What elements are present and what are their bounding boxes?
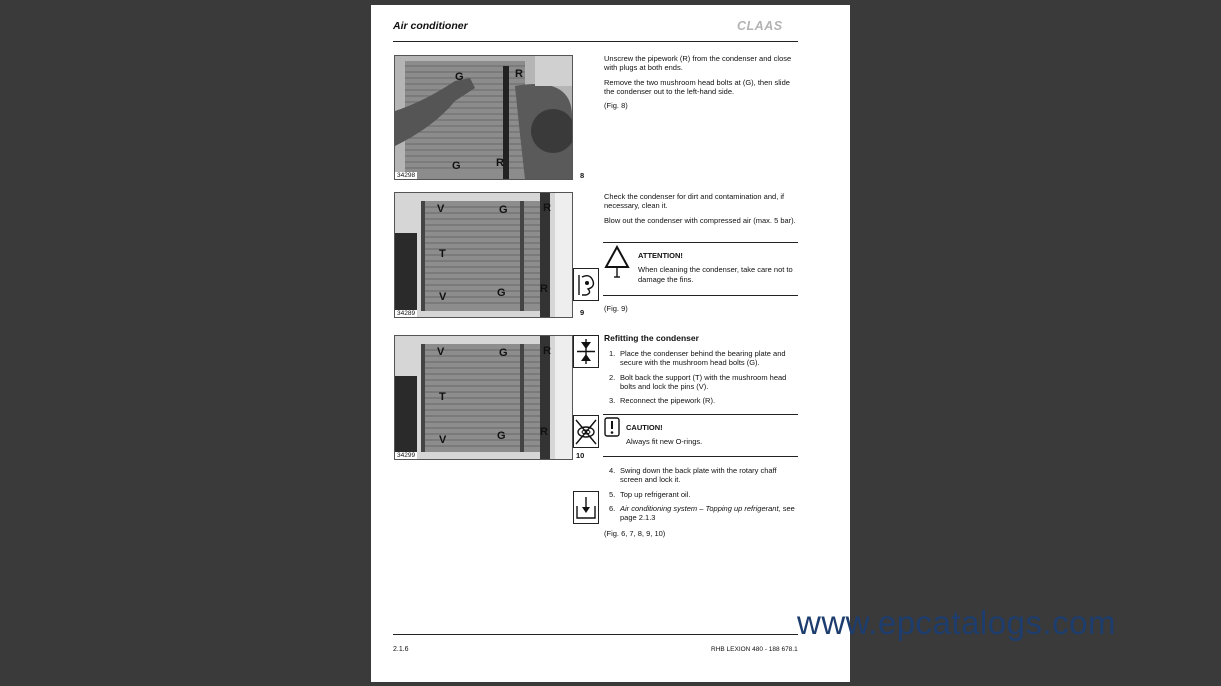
refitting-steps-list-2	[604, 466, 800, 527]
blow-out-text: Blow out the condenser with compressed air (max. 5 bar).	[604, 215, 796, 225]
condenser-photo-image	[395, 56, 572, 179]
step-1: 1. Place the condenser behind the bearing plate and secure with the mushroom head bolts (G).	[609, 349, 786, 368]
remove-pipework-text: Unscrew the pipework (R) from the condenser and close with plugs at both ends.	[604, 54, 792, 73]
refitting-heading: Refitting the condenser	[604, 333, 699, 343]
figure-9-label-g-bottom: G	[497, 287, 506, 299]
figure-10-label-r-bottom: R	[540, 426, 548, 438]
figure-9-label-r-bottom: R	[540, 283, 548, 295]
attention-bottom-rule	[603, 295, 798, 296]
section-clean-text	[604, 192, 799, 230]
figure-9-label-v-bottom: V	[439, 291, 447, 303]
figure-8-label-g-bottom: G	[452, 160, 461, 172]
figure-9-label-t: T	[439, 248, 446, 260]
attention-block	[638, 251, 798, 289]
header-rule	[393, 41, 798, 42]
assembly-icon	[573, 335, 599, 368]
watermark: www.epcatalogs.com	[797, 604, 1116, 641]
figure-9-label-g-top: G	[499, 204, 508, 216]
figure-10-label-v-bottom: V	[439, 434, 447, 446]
refitting-steps-list	[604, 349, 800, 410]
page-number: 2.1.6	[393, 646, 409, 653]
figure-9-label-r-top: R	[543, 202, 551, 214]
attention-top-rule	[603, 242, 798, 243]
step-2: 2. Bolt back the support (T) with the mushroom head bolts and lock the pins (V).	[609, 372, 787, 391]
figure-8-photo-number: 34298	[397, 172, 416, 179]
figure-10-label-v-top: V	[437, 346, 445, 358]
caution-bottom-rule	[603, 456, 798, 457]
caution-top-rule	[603, 414, 798, 415]
caution-exclamation-icon	[604, 417, 620, 437]
check-condenser-text: Check the condenser for dirt and contamination and, if necessary, clean it.	[604, 192, 785, 211]
step-6: 6. Air conditioning system – Topping up refrigerant, see page 2.1.3	[609, 503, 795, 523]
step-3: 3. Reconnect the pipework (R).	[609, 396, 716, 406]
caution-text: Always fit new O-rings.	[626, 437, 703, 447]
figure-10-photo-number: 34299	[397, 452, 416, 459]
figure-9-photo	[394, 192, 573, 318]
figure-9-photo-number: 34289	[397, 310, 416, 317]
caution-block	[626, 423, 798, 452]
figure-8-label-g-top: G	[455, 71, 464, 83]
claas-logo: CLAAS	[737, 19, 783, 33]
figure-10-label-r-top: R	[543, 345, 551, 357]
figure-10-photo	[394, 335, 573, 460]
refrigerant-oil-icon	[573, 491, 599, 524]
figure-10-label-t: T	[439, 391, 446, 403]
figure-10-label-g-top: G	[499, 347, 508, 359]
page-title: Air conditioner	[393, 20, 468, 32]
fig-8-reference: (Fig. 8)	[604, 101, 628, 111]
figure-8-label-r-bottom: R	[496, 157, 504, 169]
caution-label: CAUTION!	[626, 423, 663, 432]
warning-triangle-icon	[604, 245, 630, 279]
figure-10-number: 10	[576, 451, 585, 460]
fig-9-reference: (Fig. 9)	[604, 304, 628, 313]
figure-8-photo	[394, 55, 573, 180]
figure-8-number: 8	[580, 171, 585, 180]
figure-9-label-v-top: V	[437, 203, 445, 215]
compressed-air-icon	[573, 268, 599, 301]
manual-page	[371, 5, 850, 682]
o-ring-replace-icon	[573, 415, 599, 448]
figure-9-number: 9	[580, 308, 585, 317]
step-4: 4. Swing down the back plate with the rotary chaff screen and lock it.	[609, 466, 777, 485]
step-5: 5. Top up refrigerant oil.	[609, 489, 691, 499]
figure-10-label-g-bottom: G	[497, 430, 506, 442]
attention-text: When cleaning the condenser, take care not to damage the fins.	[638, 265, 793, 284]
fig-refs-final: (Fig. 6, 7, 8, 9, 10)	[604, 529, 666, 538]
figure-8-label-r-top: R	[515, 68, 523, 80]
footer-rule	[393, 634, 798, 635]
document-reference: RHB LEXION 480 - 188 678.1	[711, 646, 798, 653]
section-remove-text	[604, 54, 799, 115]
attention-label: ATTENTION!	[638, 251, 683, 260]
remove-bolts-text: Remove the two mushroom head bolts at (G), then slide the condenser out to the left-hand side.	[604, 77, 790, 96]
